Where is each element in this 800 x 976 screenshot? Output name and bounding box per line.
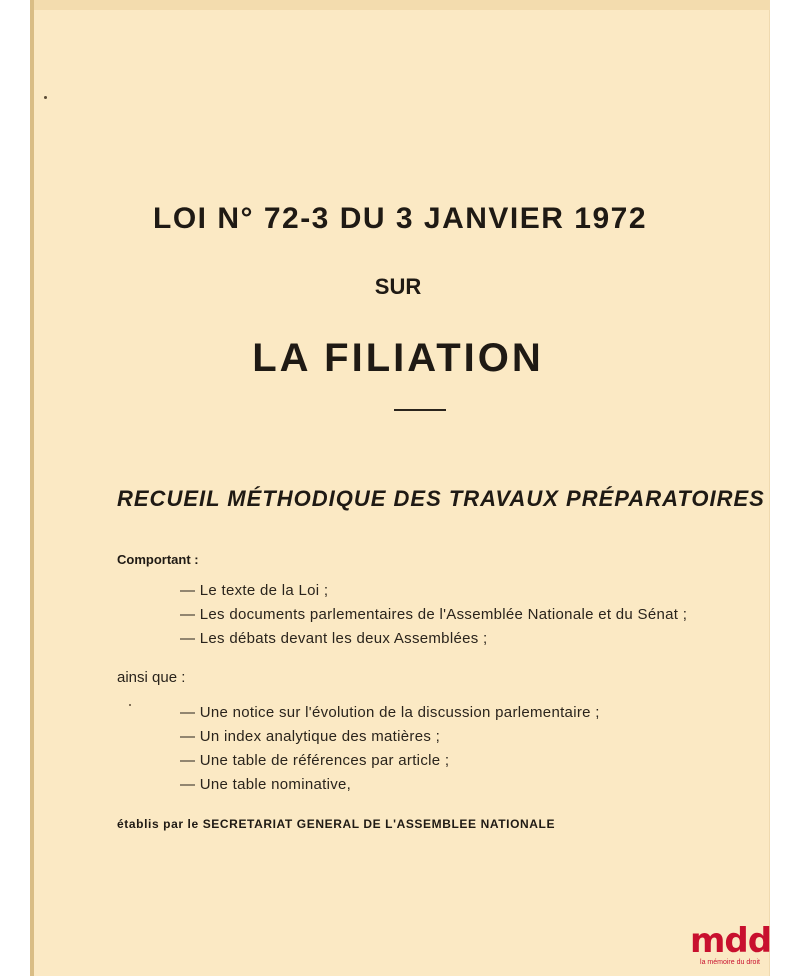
mdd-logo bbox=[690, 921, 772, 976]
list-item: — Les débats devant les deux Assemblées ; bbox=[180, 630, 488, 647]
cover-spine-edge bbox=[30, 0, 34, 976]
list-item: — Une table de références par article ; bbox=[180, 752, 450, 769]
title-preposition: SUR bbox=[374, 274, 422, 299]
collection-title: RECUEIL MÉTHODIQUE DES TRAVAUX PRÉPARATOIRES bbox=[117, 486, 765, 511]
also-label: ainsi que : bbox=[117, 669, 186, 686]
contents-intro: Comportant : bbox=[117, 552, 199, 567]
extras-list bbox=[180, 701, 600, 797]
law-title: LOI N° 72-3 DU 3 JANVIER 1972 bbox=[153, 202, 647, 235]
title-divider bbox=[394, 409, 446, 411]
list-item: — Les documents parlementaires de l'Assemblée Nationale et du Sénat ; bbox=[180, 606, 688, 623]
publisher-name: SECRETARIAT GENERAL DE L'ASSEMBLEE NATIONALE bbox=[202, 817, 556, 831]
list-item: — Une notice sur l'évolution de la discussion parlementaire ; bbox=[180, 704, 600, 721]
publisher-line bbox=[117, 817, 555, 831]
paper-speck bbox=[44, 96, 47, 99]
list-item: — Un index analytique des matières ; bbox=[180, 728, 441, 745]
list-item: — Le texte de la Loi ; bbox=[180, 582, 329, 599]
contents-list bbox=[180, 579, 687, 651]
cover-top-band bbox=[30, 0, 770, 10]
law-subject: LA FILIATION bbox=[252, 336, 544, 380]
publisher-prefix: établis par le bbox=[117, 817, 199, 831]
logo-tagline: la mémoire du droit bbox=[700, 959, 760, 966]
paper-speck bbox=[129, 704, 131, 706]
logo-mark: mdd bbox=[690, 921, 772, 961]
list-item: — Une table nominative, bbox=[180, 776, 352, 793]
